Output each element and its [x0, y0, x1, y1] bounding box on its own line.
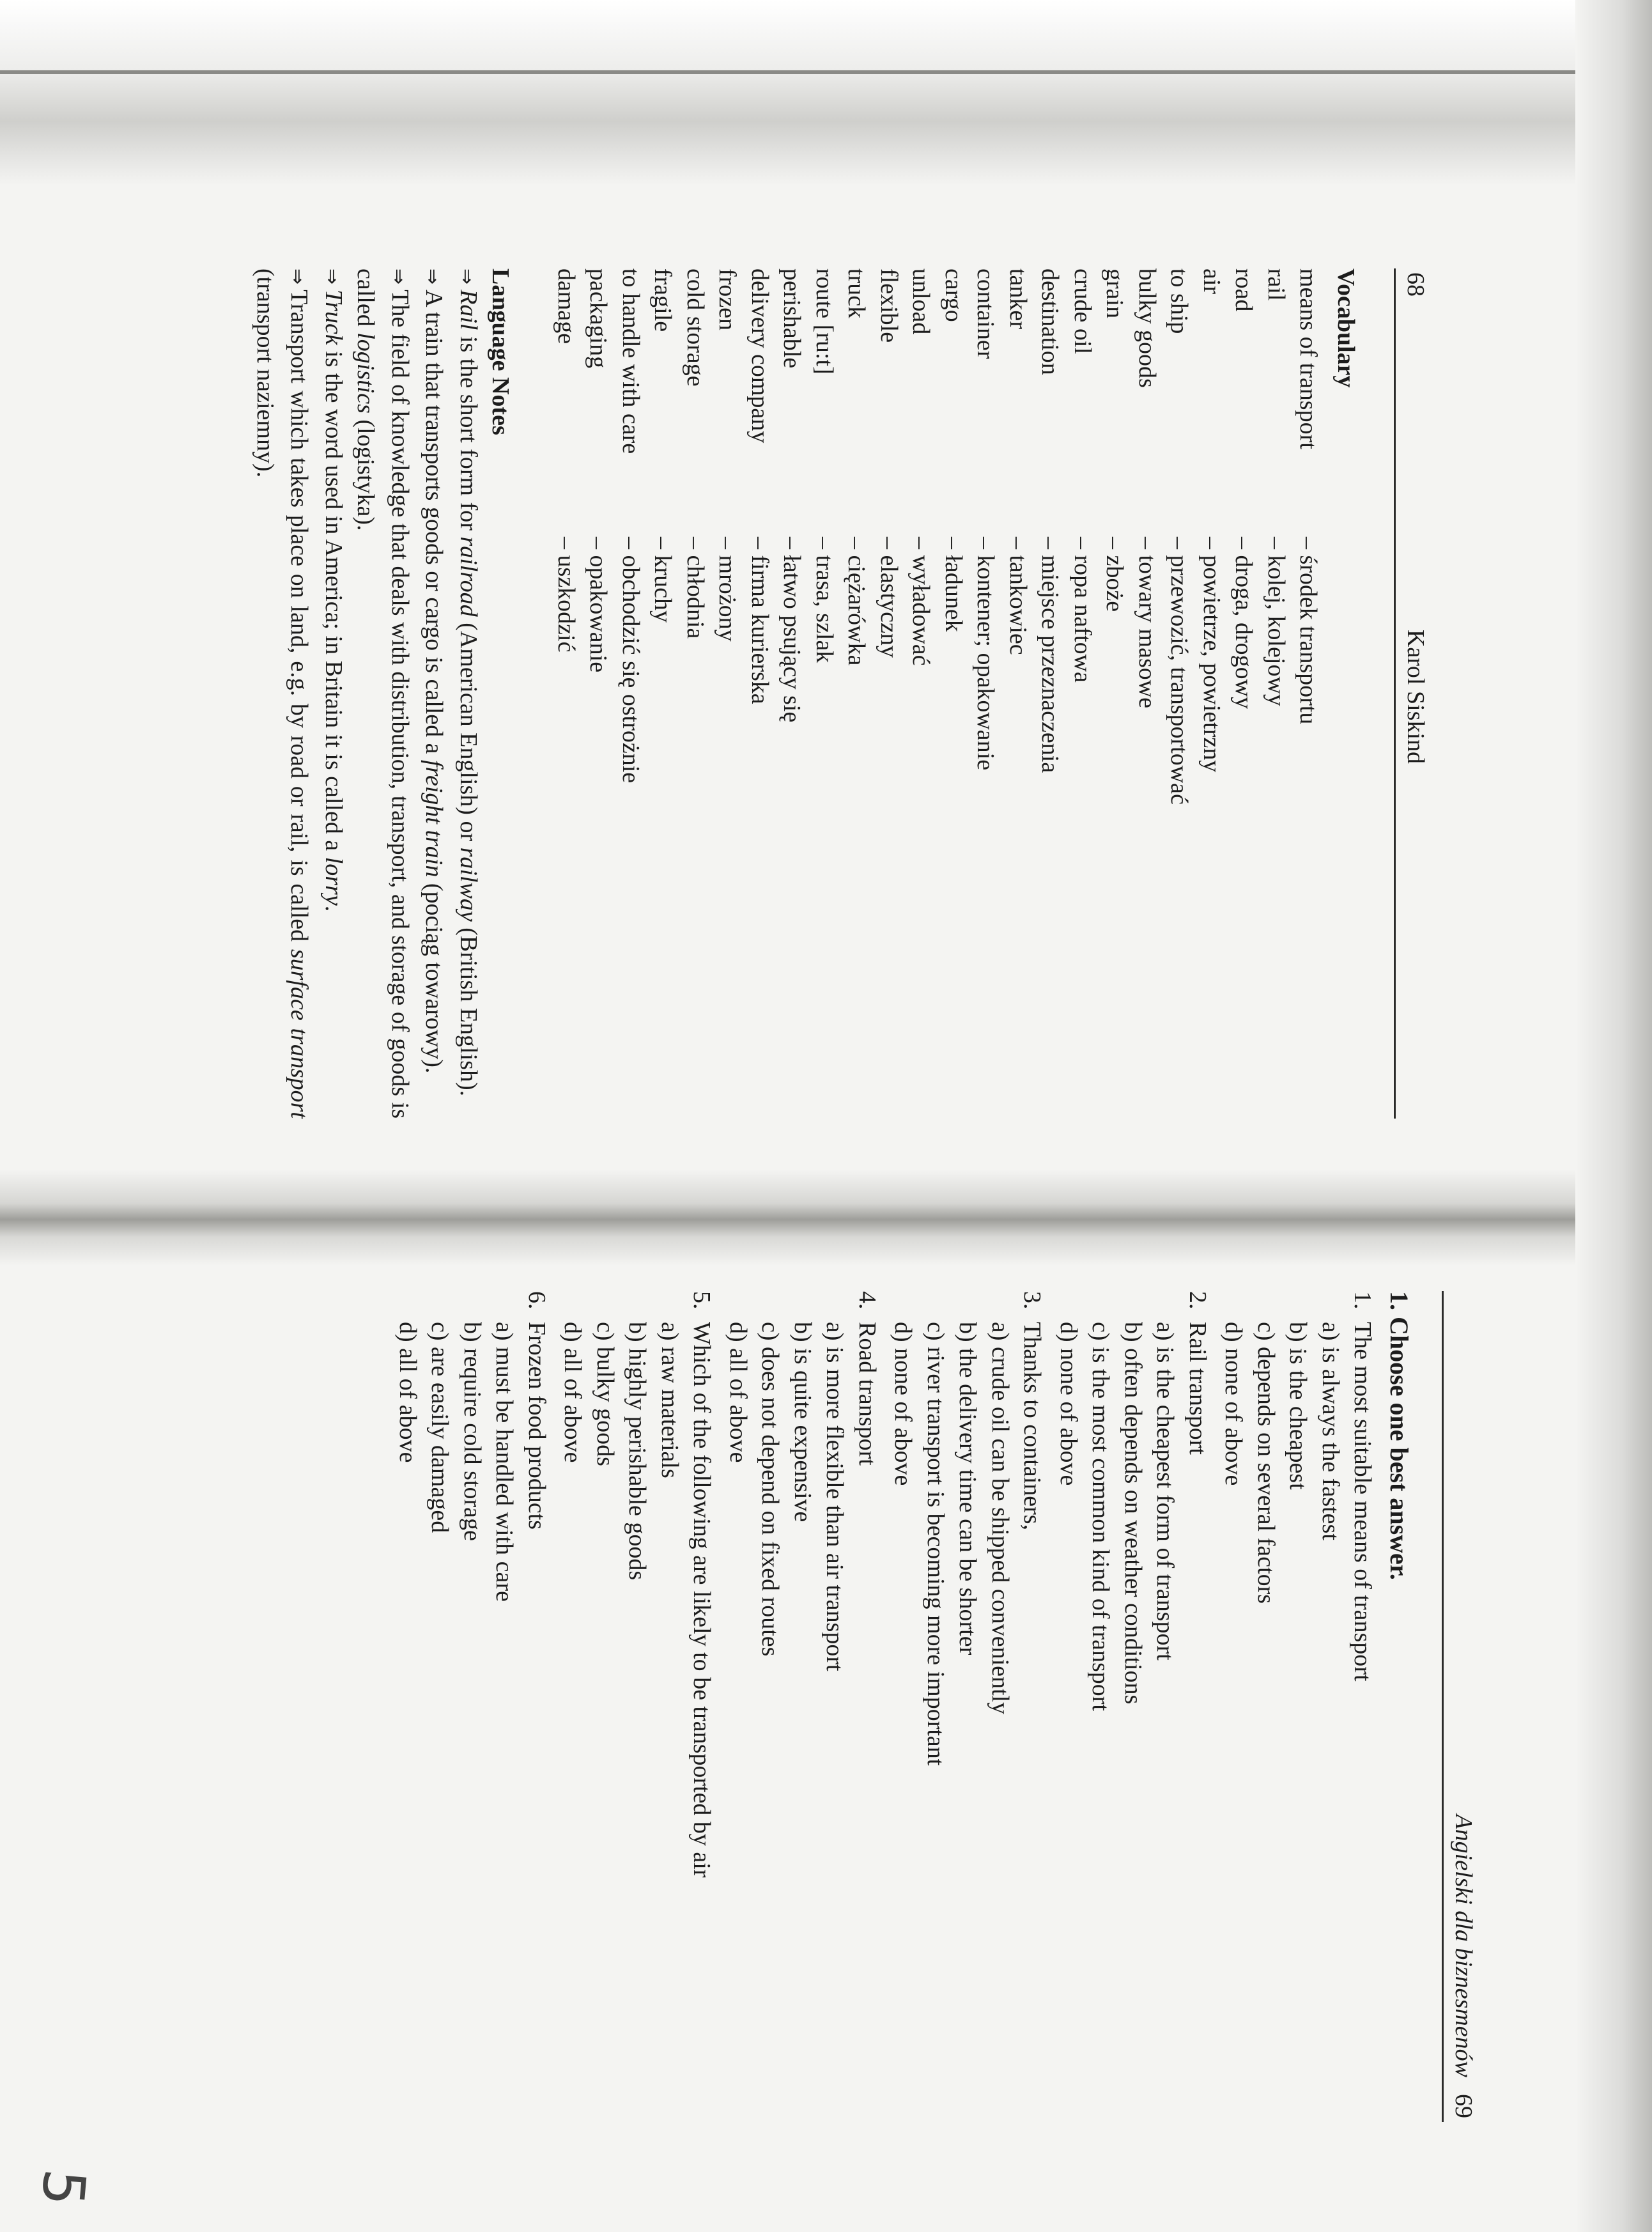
question-stem: The most suitable means of transport — [1349, 1322, 1377, 1682]
vocabulary-term: to ship — [1166, 268, 1193, 334]
vocabulary-translation: – wyładować — [907, 537, 935, 666]
question-number: 3. — [1019, 1291, 1046, 1310]
answer-options — [1053, 1322, 1182, 2122]
question-stem-line — [1182, 1291, 1214, 2122]
answer-option: a) crude oil can be shipped conveniently — [987, 1322, 1014, 1715]
answer-option: b) require cold storage — [459, 1322, 486, 1541]
question-list — [392, 1291, 1379, 2122]
vocabulary-row — [711, 268, 744, 805]
answer-option: b) highly perishable goods — [624, 1322, 651, 1581]
vocabulary-translation: – powietrze, powietrzny — [1198, 537, 1225, 773]
answer-option: b) is the cheapest — [1285, 1322, 1312, 1490]
vocabulary-translation: – miejsce przeznaczenia — [1037, 537, 1064, 773]
vocabulary-term: tanker — [1005, 268, 1031, 329]
vocabulary-row — [840, 268, 873, 805]
vocabulary-term: damage — [553, 268, 580, 345]
page-number: 68 — [1402, 272, 1429, 297]
vocabulary-term: container — [972, 268, 1000, 359]
answer-option: a) raw materials — [656, 1322, 683, 1478]
answer-option: c) are easily damaged — [426, 1322, 454, 1533]
vocabulary-row — [582, 268, 615, 805]
language-note: ⇒The field of knowledge that deals with distribution, transport, and storage of goods is called logistics (logistyka). — [352, 268, 413, 1119]
vocabulary-term: packaging — [585, 268, 612, 369]
vocabulary-translation: – ropa naftowa — [1069, 537, 1096, 683]
answer-option: b) is quite expensive — [789, 1322, 816, 1523]
vocabulary-heading: Vocabulary — [1332, 268, 1359, 388]
vocabulary-term: grain — [1101, 268, 1129, 319]
vocabulary-term: bulky goods — [1134, 268, 1161, 388]
question-number: 1. — [1349, 1291, 1377, 1310]
vocabulary-term: cargo — [940, 268, 967, 322]
arrow-icon: ⇒ — [456, 268, 478, 285]
vocabulary-translation: – zboże — [1101, 537, 1129, 612]
answer-option: b) often depends on weather conditions — [1120, 1322, 1146, 1705]
arrow-icon: ⇒ — [421, 268, 444, 285]
vocabulary-term: rail — [1263, 268, 1290, 301]
running-header-left — [1394, 268, 1432, 1119]
vocabulary-row — [1260, 268, 1293, 805]
vocabulary-row — [969, 268, 1002, 805]
vocabulary-term: perishable — [778, 268, 806, 369]
vocabulary-term: crude oil — [1069, 268, 1096, 355]
answer-options — [722, 1322, 851, 2122]
handwritten-mark: 5 — [27, 2166, 98, 2209]
question-stem-line — [686, 1291, 718, 2122]
vocabulary-row — [679, 268, 712, 805]
language-notes-heading: Language Notes — [487, 268, 514, 435]
vocabulary-translation: – środek transportu — [1295, 537, 1322, 725]
vocabulary-row — [873, 268, 906, 805]
scan-shadow-right — [1575, 0, 1652, 2232]
question-item — [557, 1291, 718, 2122]
vocabulary-row — [905, 268, 938, 805]
answer-option: c) depends on several factors — [1253, 1322, 1279, 1604]
question-item — [887, 1291, 1049, 2122]
answer-option: b) the delivery time can be shorter — [954, 1322, 982, 1655]
page-69 — [393, 1291, 1479, 2122]
vocabulary-translation: – obchodzić się ostrożnie — [617, 537, 644, 784]
vocabulary-translation: – mrożony — [714, 537, 741, 642]
vocabulary-term: truck — [843, 268, 870, 319]
page-68 — [166, 268, 1432, 1119]
vocabulary-term: destination — [1037, 268, 1064, 375]
arrow-icon: ⇒ — [321, 268, 343, 285]
vocabulary-translation: – kolej, kolejowy — [1263, 537, 1290, 706]
vocabulary-translation: – towary masowe — [1134, 537, 1161, 709]
answer-option: d) none of above — [1220, 1322, 1247, 1486]
vocabulary-translation: – tankowiec — [1005, 537, 1031, 655]
vocabulary-term: flexible — [876, 268, 902, 343]
vocabulary-row — [1196, 268, 1228, 805]
vocabulary-term: unload — [907, 268, 935, 335]
answer-option: c) bulky goods — [592, 1322, 619, 1466]
vocabulary-translation: – droga, drogowy — [1230, 537, 1258, 709]
vocabulary-term: frozen — [714, 268, 741, 331]
answer-option: a) is the cheapest form of transport — [1152, 1322, 1179, 1661]
vocabulary-row — [1002, 268, 1035, 805]
answer-options — [557, 1322, 686, 2122]
vocabulary-row — [1067, 268, 1099, 805]
question-number: 6. — [523, 1291, 550, 1310]
exercise-heading: 1. Choose one best answer. — [1385, 1291, 1414, 1580]
vocabulary-list — [550, 268, 1325, 805]
arrow-icon: ⇒ — [286, 268, 309, 285]
scan-edge-line — [0, 70, 1585, 74]
question-stem-line — [1347, 1291, 1379, 2122]
arrow-icon: ⇒ — [387, 268, 410, 285]
answer-option: d) all of above — [725, 1322, 752, 1463]
language-note: ⇒Transport which takes place on land, e.g. by road or rail, is called surface transport (transport naziemny). — [252, 268, 313, 1119]
vocabulary-translation: – łatwo psujący się — [778, 537, 806, 723]
answer-options — [1217, 1322, 1347, 2122]
question-stem-line — [1016, 1291, 1049, 2122]
language-note: ⇒A train that transports goods or cargo is called a freight train (pociąg towarowy). — [421, 268, 448, 1074]
answer-options — [887, 1322, 1016, 2122]
vocabulary-translation: – kontener; opakowanie — [972, 537, 1000, 771]
answer-option: d) none of above — [1055, 1322, 1082, 1486]
vocabulary-translation: – ładunek — [940, 537, 967, 632]
vocabulary-row — [776, 268, 808, 805]
vocabulary-translation: – trasa, szlak — [811, 537, 838, 663]
vocabulary-row — [615, 268, 647, 805]
question-stem: Thanks to containers, — [1019, 1322, 1046, 1531]
vocabulary-row — [1034, 268, 1067, 805]
vocabulary-row — [1099, 268, 1131, 805]
vocabulary-row — [647, 268, 679, 805]
vocabulary-translation: – uszkodzić — [553, 537, 580, 653]
page-number: 69 — [1450, 2094, 1477, 2118]
question-number: 2. — [1184, 1291, 1211, 1310]
question-number: 5. — [688, 1291, 716, 1310]
vocabulary-translation: – opakowanie — [585, 537, 612, 673]
vocabulary-translation: – kruchy — [649, 537, 677, 623]
answer-option: d) all of above — [559, 1322, 587, 1463]
vocabulary-term: delivery company — [746, 268, 773, 444]
answer-option: d) none of above — [890, 1322, 917, 1486]
answer-option: d) all of above — [394, 1322, 421, 1463]
vocabulary-row — [1228, 268, 1260, 805]
question-number: 4. — [854, 1291, 881, 1310]
answer-option: a) is always the fastest — [1317, 1322, 1344, 1540]
running-header-right — [1442, 1291, 1479, 2122]
question-stem-line — [521, 1291, 553, 2122]
vocabulary-row — [550, 268, 583, 805]
vocabulary-translation: – firma kurierska — [746, 537, 773, 704]
vocabulary-row — [808, 268, 841, 805]
vocabulary-translation: – ciężarówka — [843, 537, 870, 666]
language-note: ⇒Truck is the word used in America; in Britain it is called a lorry. — [320, 268, 347, 912]
answer-option: c) is the most common kind of transport — [1087, 1322, 1115, 1711]
vocabulary-term: means of transport — [1295, 268, 1322, 449]
book-title: Angielski dla biznesmenów — [1450, 1814, 1477, 2077]
vocabulary-term: to handle with care — [617, 268, 644, 454]
question-stem: Frozen food products — [523, 1322, 550, 1530]
question-stem: Which of the following are likely to be transported by air — [688, 1322, 716, 1878]
vocabulary-translation: – elastyczny — [876, 537, 902, 658]
vocabulary-term: road — [1230, 268, 1258, 312]
language-note: ⇒Rail is the short form for railroad (American English) or railway (British English). — [455, 268, 482, 1097]
question-item — [722, 1291, 884, 2122]
question-stem-line — [851, 1291, 884, 2122]
vocabulary-row — [1163, 268, 1196, 805]
vocabulary-row — [938, 268, 970, 805]
question-stem: Road transport — [854, 1322, 881, 1466]
question-item — [392, 1291, 553, 2122]
answer-options — [392, 1322, 521, 2122]
scan-shadow-top — [0, 0, 1652, 185]
question-stem: Rail transport — [1184, 1322, 1211, 1455]
vocabulary-term: air — [1198, 268, 1225, 295]
question-item — [1053, 1291, 1214, 2122]
answer-option: a) is more flexible than air transport — [821, 1322, 849, 1671]
answer-option: c) does not depend on fixed routes — [757, 1322, 784, 1657]
vocabulary-term: fragile — [649, 268, 677, 332]
vocabulary-row — [744, 268, 776, 805]
author-name: Karol Siskind — [1402, 629, 1429, 764]
vocabulary-translation: – chłodnia — [682, 537, 709, 639]
vocabulary-term: route [ru:t] — [811, 268, 838, 375]
answer-option: a) must be handled with care — [491, 1322, 518, 1602]
book-spine-shadow — [0, 1170, 1652, 1266]
vocabulary-translation: – przewozić, transportować — [1166, 537, 1193, 805]
question-item — [1217, 1291, 1379, 2122]
vocabulary-row — [1292, 268, 1325, 805]
vocabulary-term: cold storage — [682, 268, 709, 387]
vocabulary-row — [1131, 268, 1164, 805]
answer-option: c) river transport is becoming more important — [922, 1322, 949, 1766]
